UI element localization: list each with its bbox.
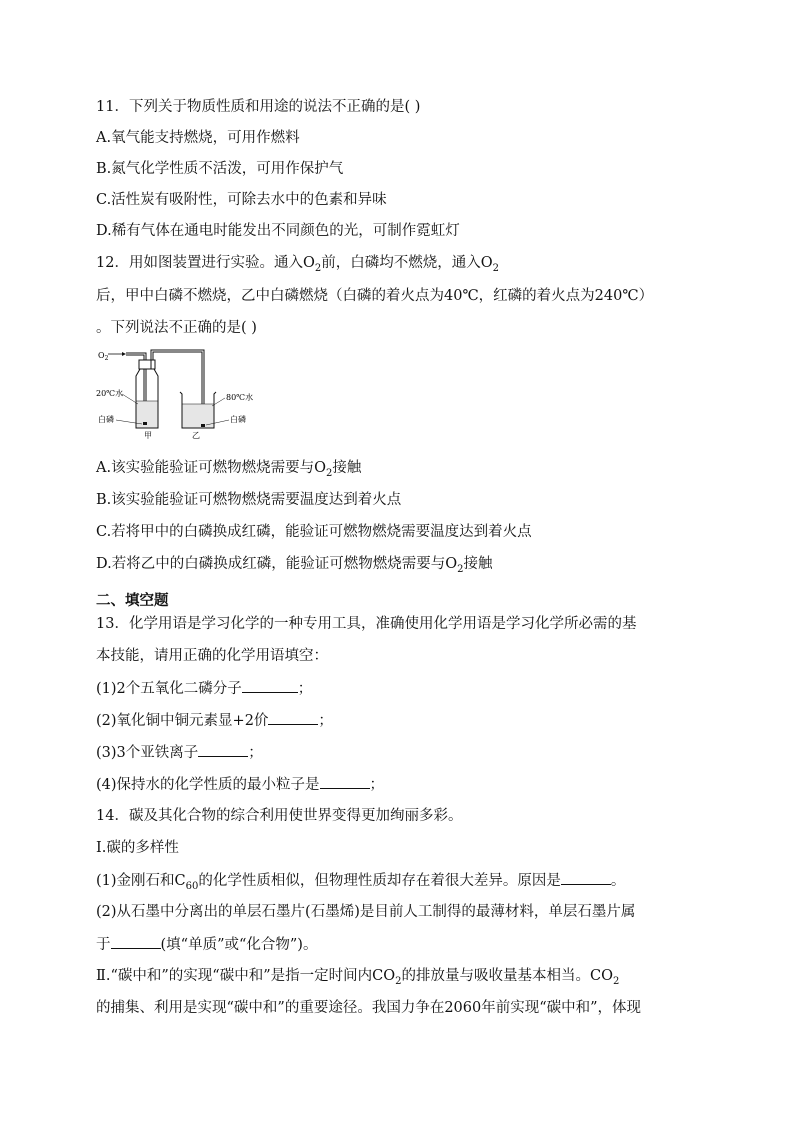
subscript: 2 [492, 262, 499, 274]
punctuation: ； [318, 713, 333, 729]
q12-option-d [96, 554, 492, 574]
q12-stem-line1 [96, 253, 499, 273]
q12-stem-part2: 前，白磷均不燃烧，通入O [321, 255, 493, 271]
q12-stem-line3: 。下列说法不正确的是( ) [96, 320, 257, 336]
white-phosphorus-jia [143, 422, 147, 425]
q11-option-b: B.氮气化学性质不活泼，可用作保护气 [96, 161, 344, 177]
q14-part-2-line2: 的捕集、利用是实现“碳中和”的重要途径。我国力争在2060年前实现“碳中和”，体现 [96, 1000, 642, 1016]
punctuation: ； [297, 681, 313, 697]
connecting-tube [151, 350, 204, 386]
subscript: 60 [185, 880, 199, 892]
q14-part-2-text1: Ⅱ.“碳中和”的实现“碳中和”是指一定时间内CO [96, 968, 396, 984]
q14-item-1 [96, 870, 625, 891]
subscript: 2 [325, 467, 333, 479]
q12-option-a-part2: 接触 [332, 460, 362, 476]
q11-option-d: D.稀有气体在通电时能发出不同颜色的光，可制作霓虹灯 [96, 223, 460, 239]
q12-stem-part1: 12．用如图装置进行实验。通入O [96, 255, 315, 271]
q12-option-a [96, 458, 361, 478]
jia-label: 甲 [144, 431, 152, 440]
answer-blank[interactable] [320, 774, 370, 789]
q14-item-2-line1: (2)从石墨中分离出的单层石墨片(石墨烯)是目前人工制得的最薄材料，单层石墨片属 [96, 904, 636, 920]
q14-item-2-prefix: 于 [96, 937, 111, 953]
q13-item-4-text: (4)保持水的化学性质的最小粒子是 [96, 777, 320, 793]
q14-part-1: Ⅰ.碳的多样性 [96, 840, 179, 856]
q13-item-1 [96, 678, 312, 699]
answer-blank[interactable] [561, 870, 611, 885]
q13-item-2-text: (2)氧化铜中铜元素显+2价 [96, 713, 269, 729]
water-yi [183, 404, 214, 428]
section-heading: 二、填空题 [96, 593, 169, 609]
q13-stem-line1: 13．化学用语是学习化学的一种专用工具，准确使用化学用语是学习化学所必需的基 [96, 616, 637, 632]
q14-item-2-suffix: (填“单质”或“化合物”)。 [160, 937, 318, 953]
punctuation: ； [248, 745, 263, 761]
q12-option-d-part2: 接触 [463, 556, 493, 572]
q13-item-2 [96, 710, 333, 731]
q14-item-1-part1: (1)金刚石和C [96, 873, 186, 889]
subscript: 2 [457, 563, 464, 575]
water-80-label: 80℃水 [226, 393, 254, 402]
q13-item-1-text: (1)2个五氧化二磷分子 [96, 681, 242, 697]
q14-stem: 14．碳及其化合物的综合利用使世界变得更加绚丽多彩。 [96, 808, 463, 824]
answer-blank[interactable] [111, 934, 161, 949]
white-phosphorus-left-label: 白磷 [98, 415, 114, 424]
q14-item-1-part2: 的化学性质相似，但物理性质却存在着很大差异。原因是 [198, 873, 561, 889]
q12-option-a-part1: A.该实验能验证可燃物燃烧需要与O [96, 460, 326, 476]
q13-stem-line2: 本技能，请用正确的化学用语填空： [96, 648, 328, 664]
yi-label: 乙 [192, 431, 200, 440]
white-phosphorus-yi [201, 424, 205, 427]
water-20-label: 20℃水 [96, 389, 124, 398]
combustion-apparatus-figure [96, 346, 266, 440]
q13-item-3-text: (3)3个亚铁离子 [96, 745, 199, 761]
q12-option-c: C.若将甲中的白磷换成红磷，能验证可燃物燃烧需要温度达到着火点 [96, 524, 532, 540]
subscript: 2 [314, 262, 322, 274]
q13-item-3 [96, 742, 263, 763]
answer-blank[interactable] [268, 710, 318, 725]
arrow-head-icon [122, 352, 126, 356]
q13-item-4 [96, 774, 384, 795]
q12-option-d-part1: D.若将乙中的白磷换成红磷，能验证可燃物燃烧需要与O [96, 556, 458, 572]
answer-blank[interactable] [198, 742, 248, 757]
bottle-stopper [139, 360, 155, 369]
q12-stem-line2: 后，甲中白磷不燃烧，乙中白磷燃烧（白磷的着火点为40℃，红磷的着火点为240℃） [96, 288, 654, 304]
q11-option-c: C.活性炭有吸附性，可除去水中的色素和异味 [96, 192, 387, 208]
subscript: 2 [612, 975, 620, 987]
q12-option-b: B.该实验能验证可燃物燃烧需要温度达到着火点 [96, 492, 402, 508]
q14-part-2-text2: 的排放量与吸收量基本相当。CO [401, 968, 613, 984]
punctuation: ； [369, 777, 385, 793]
connecting-tube-inner [153, 352, 202, 386]
q11-stem: 11．下列关于物质性质和用途的说法不正确的是( ) [96, 99, 421, 115]
punctuation: 。 [610, 873, 626, 889]
q14-part-2-line1 [96, 966, 619, 986]
o2-label: $O_2$ [98, 351, 109, 362]
answer-blank[interactable] [242, 678, 298, 693]
q14-item-2-line2 [96, 934, 317, 955]
q11-option-a: A.氧气能支持燃烧，可用作燃料 [96, 130, 300, 146]
white-phosphorus-right-label: 白磷 [230, 415, 246, 424]
subscript: 2 [395, 975, 402, 987]
